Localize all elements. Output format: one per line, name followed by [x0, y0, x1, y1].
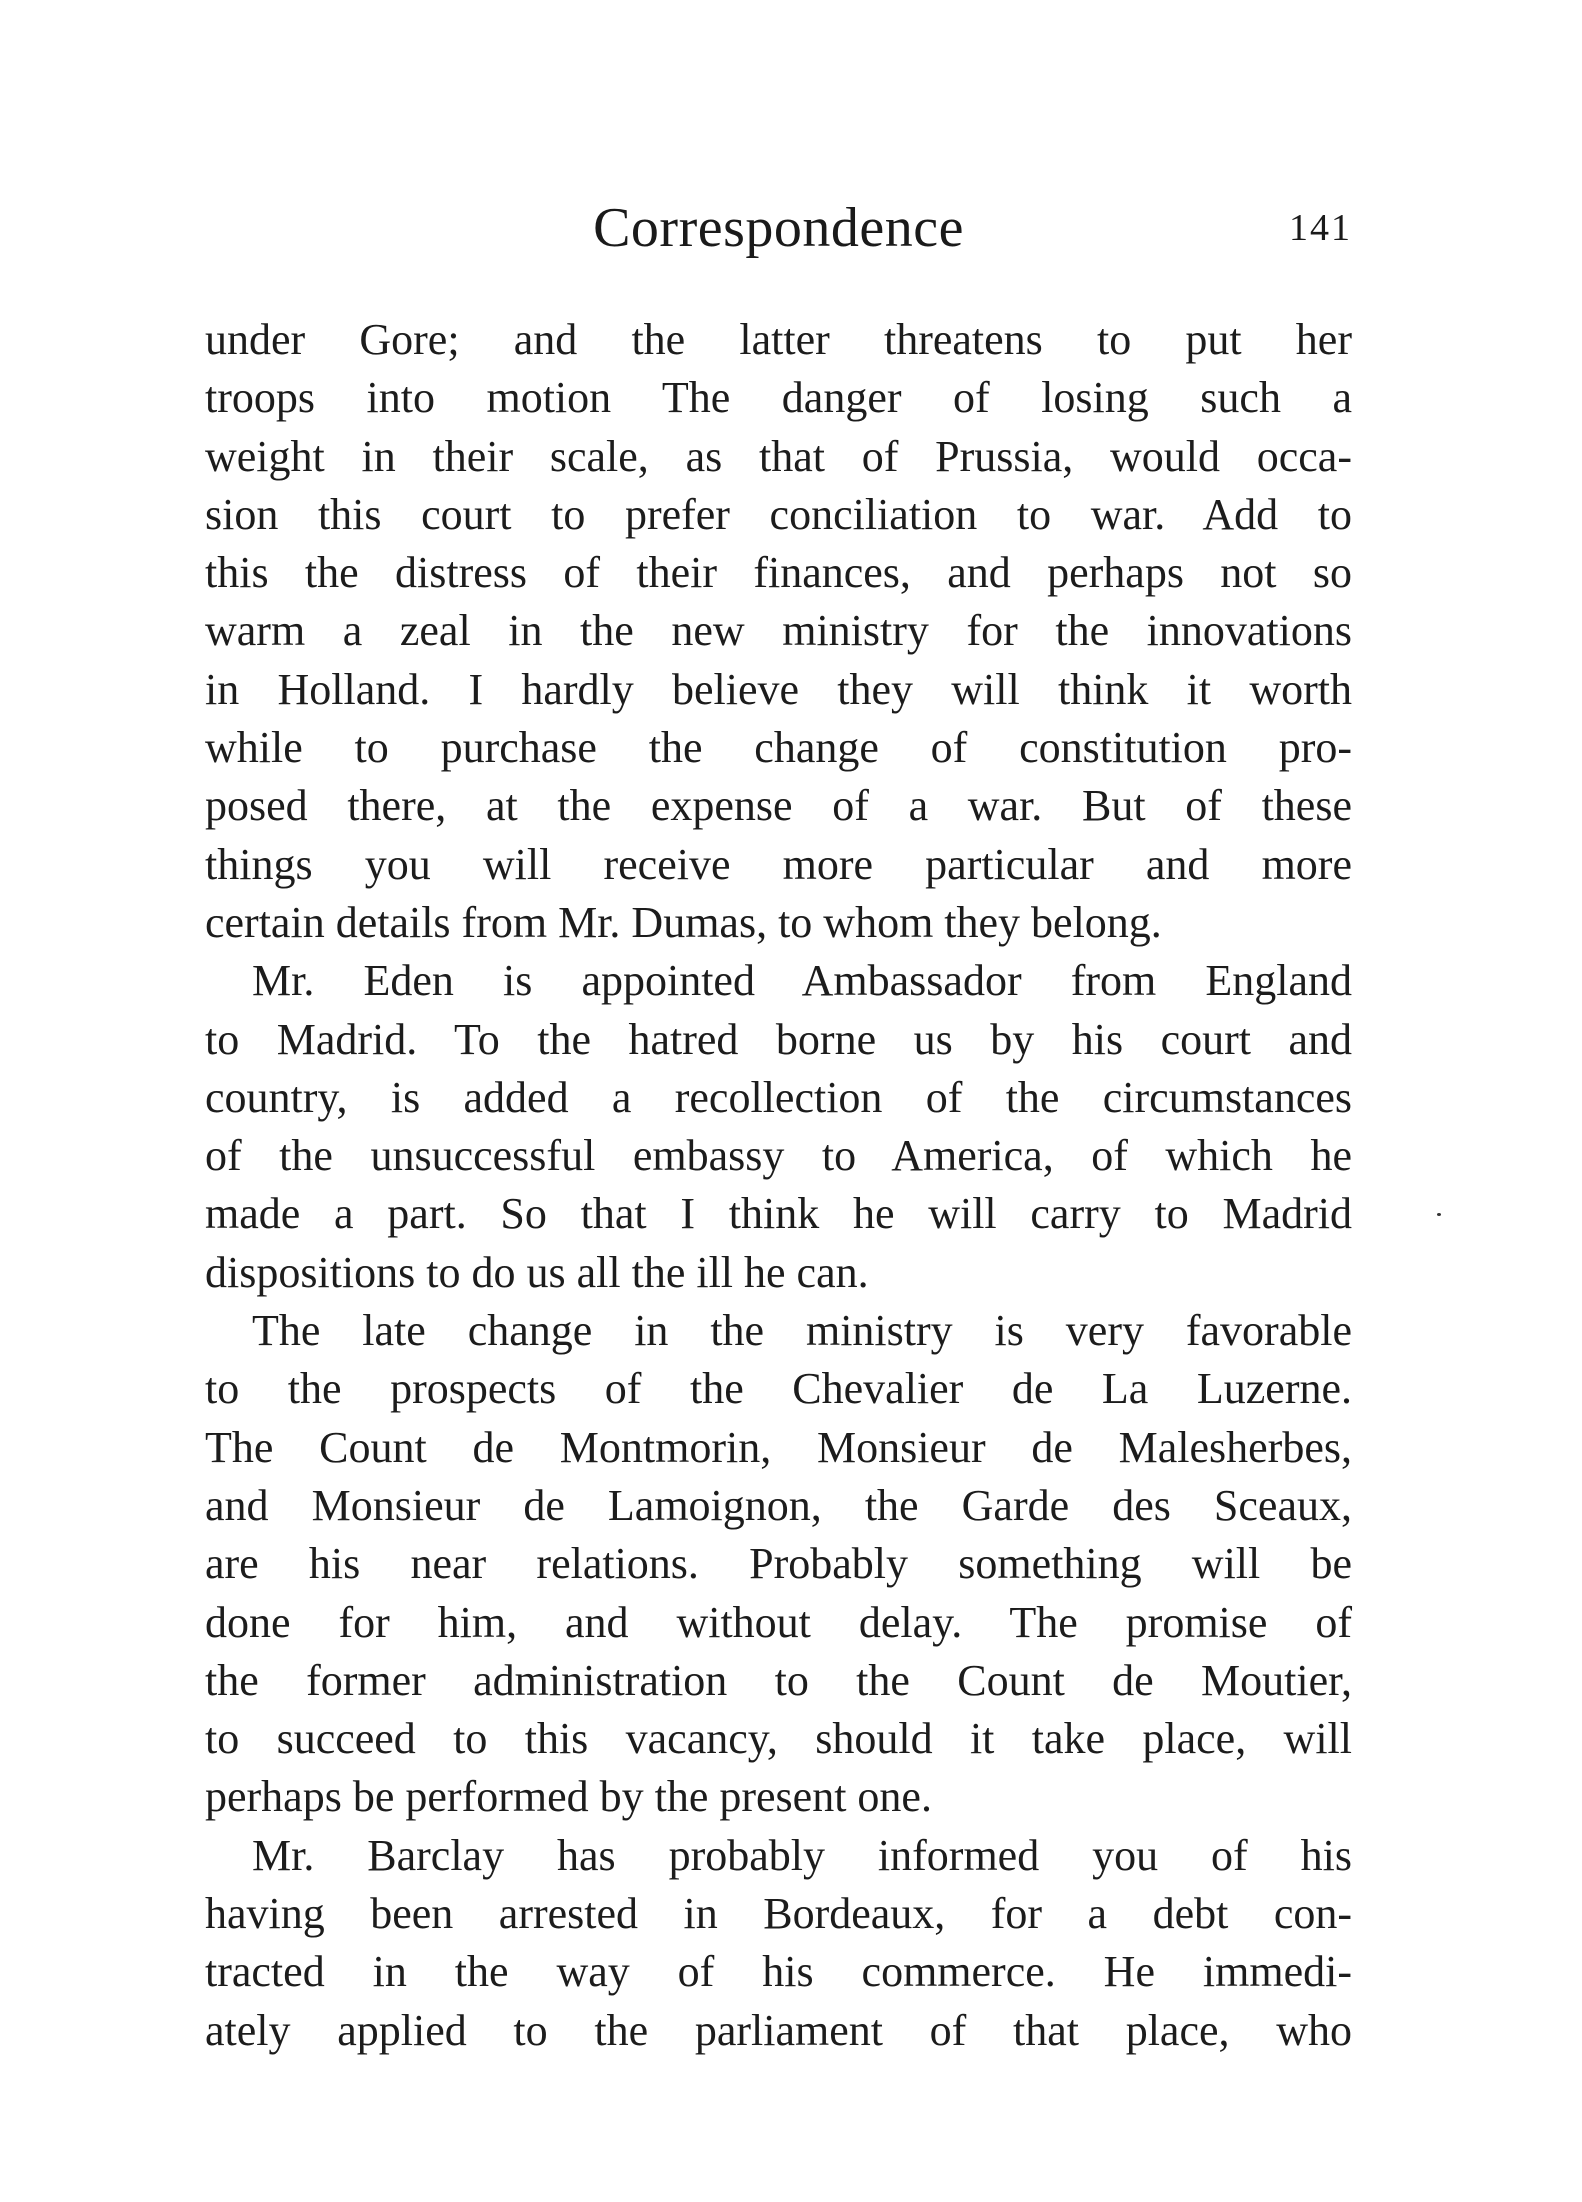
- text-line: posed there, at the expense of a war. But of these: [205, 781, 1352, 831]
- text-line: The late change in the ministry is very favorable: [252, 1306, 1352, 1356]
- text-line: The Count de Montmorin, Monsieur de Malesherbes,: [205, 1422, 1352, 1472]
- text-line: country, is added a recollection of the circumstances: [205, 1072, 1352, 1122]
- text-line: dispositions to do us all the ill he can.: [205, 1247, 869, 1297]
- text-line: under Gore; and the latter threatens to put her: [205, 315, 1352, 364]
- text-line: made a part. So that I think he will carry to Madrid: [205, 1189, 1352, 1239]
- text-line: things you will receive more particular and more: [205, 839, 1352, 889]
- text-line: sion this court to prefer conciliation to war. Add to: [205, 489, 1352, 539]
- text-line: this the distress of their finances, and perhaps not so: [205, 548, 1352, 598]
- text-line: the former administration to the Count de Moutier,: [205, 1655, 1352, 1705]
- text-line: Mr. Barclay has probably informed you of his: [252, 1830, 1352, 1880]
- text-line: Mr. Eden is appointed Ambassador from England: [252, 956, 1352, 1006]
- text-line: and Monsieur de Lamoignon, the Garde des Sceaux,: [205, 1480, 1352, 1530]
- text-line: troops into motion The danger of losing such a: [205, 373, 1352, 423]
- text-line: certain details from Mr. Dumas, to whom they belong.: [205, 897, 1162, 947]
- text-line: to Madrid. To the hatred borne us by his court and: [205, 1014, 1352, 1064]
- body-text: [205, 311, 1352, 2060]
- text-line: are his near relations. Probably something will be: [205, 1539, 1352, 1589]
- text-line: done for him, and without delay. The promise of: [205, 1597, 1352, 1647]
- scan-speck: [1437, 1213, 1441, 1216]
- page-number: 141: [1289, 207, 1352, 249]
- text-line: weight in their scale, as that of Prussia, would occa-: [205, 431, 1352, 481]
- text-line: to succeed to this vacancy, should it take place, will: [205, 1714, 1352, 1764]
- running-title: Correspondence: [593, 197, 964, 259]
- text-line: tracted in the way of his commerce. He immedi-: [205, 1947, 1352, 1997]
- text-line: while to purchase the change of constitution pro-: [205, 723, 1352, 773]
- running-head: [205, 196, 1352, 276]
- text-line: perhaps be performed by the present one.: [205, 1772, 932, 1822]
- text-line: to the prospects of the Chevalier de La Luzerne.: [205, 1364, 1352, 1414]
- text-line: ately applied to the parliament of that place, who: [205, 2005, 1352, 2055]
- text-line: warm a zeal in the new ministry for the innovations: [205, 606, 1352, 656]
- text-line: having been arrested in Bordeaux, for a debt con-: [205, 1889, 1352, 1939]
- text-line: in Holland. I hardly believe they will think it worth: [205, 664, 1352, 714]
- text-line: of the unsuccessful embassy to America, of which he: [205, 1131, 1352, 1181]
